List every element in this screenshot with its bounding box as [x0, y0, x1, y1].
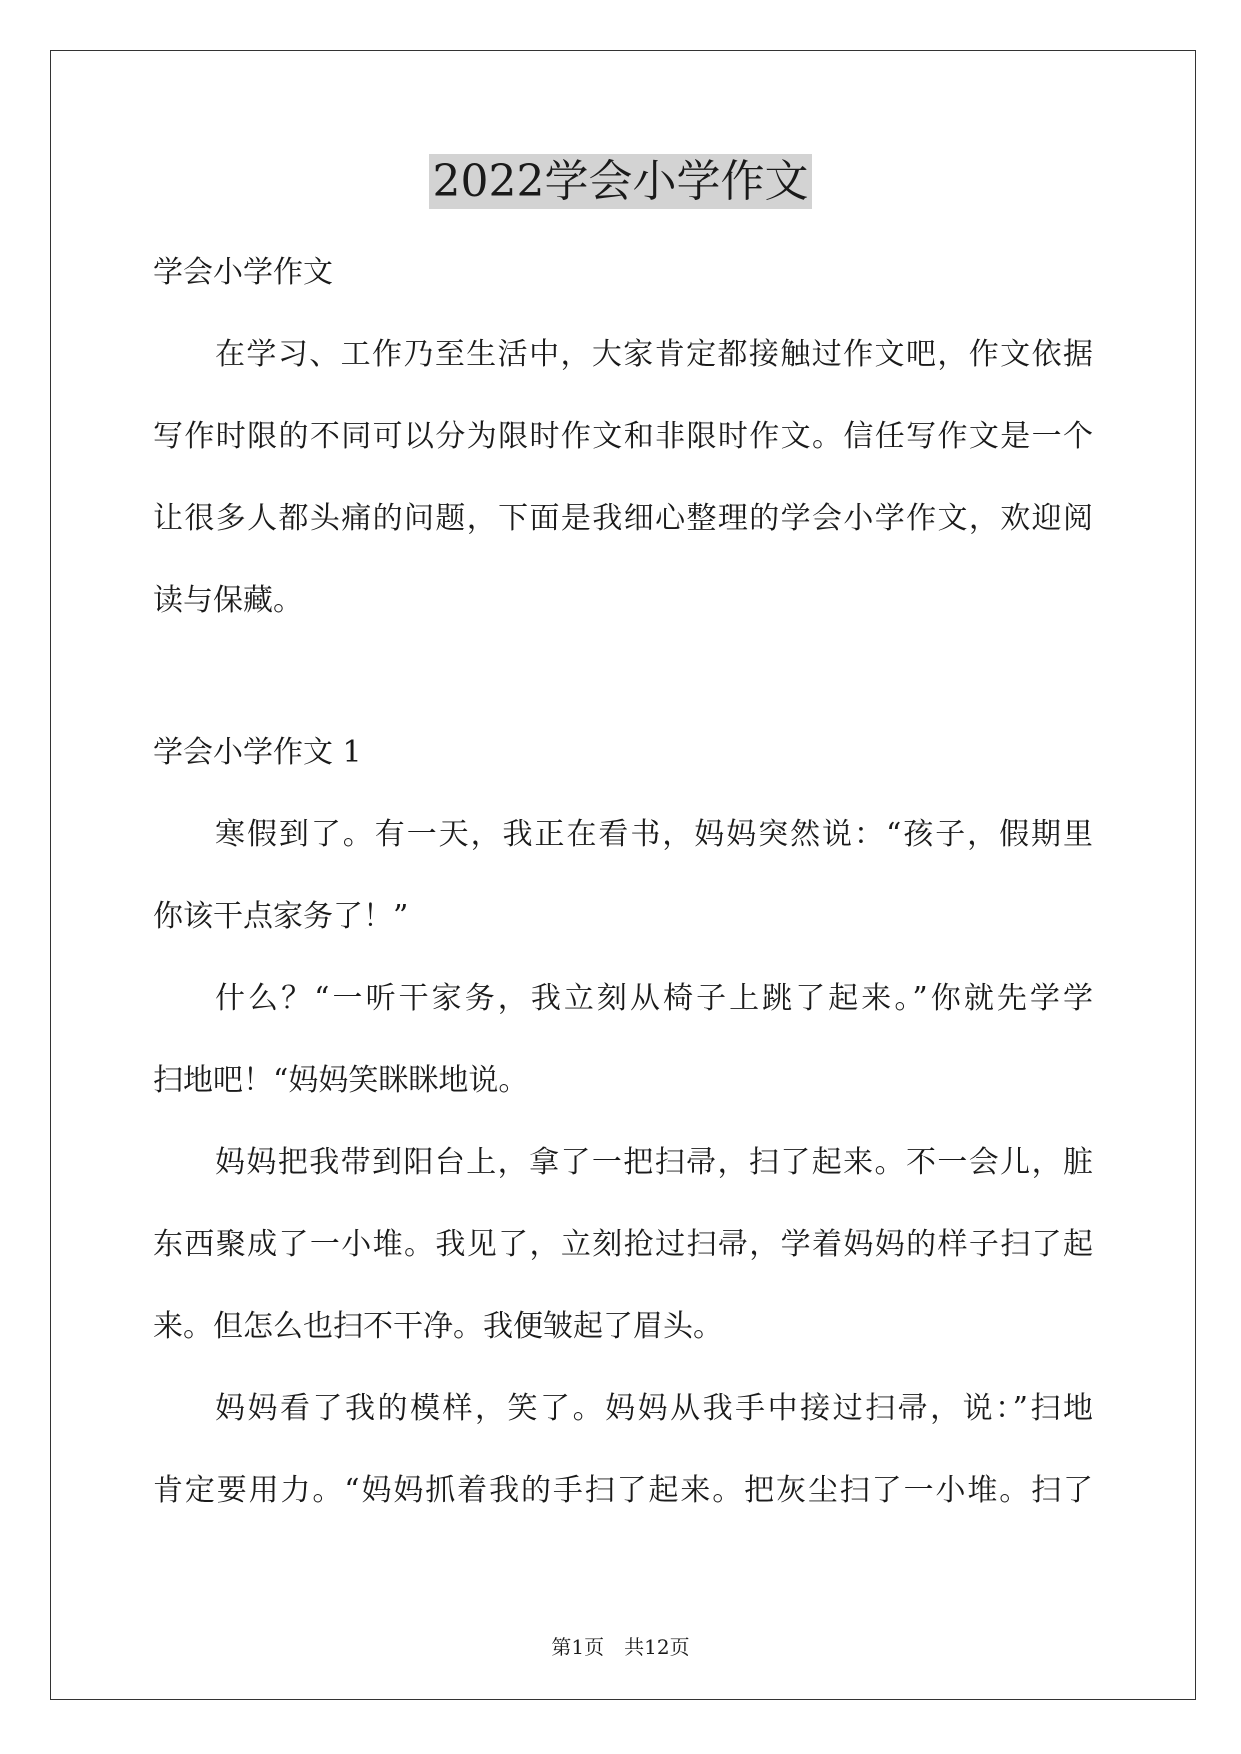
paragraph-line: 来。但怎么也扫不干净。我便皱起了眉头。	[153, 1309, 723, 1344]
paragraph-line: 扫地吧！“妈妈笑眯眯地说。	[153, 1063, 529, 1098]
paragraph-line: 什么？“一听干家务，我立刻从椅子上跳了起来。”你就先学学	[215, 981, 1093, 1016]
intro-line: 在学习、工作乃至生活中，大家肯定都接触过作文吧，作文依据	[215, 337, 1093, 372]
document-title-text: 2022学会小学作文	[429, 154, 813, 209]
intro-line: 读与保藏。	[153, 583, 303, 618]
intro-line: 让很多人都头痛的问题，下面是我细心整理的学会小学作文，欢迎阅	[153, 501, 1093, 536]
paragraph-line: 肯定要用力。“妈妈抓着我的手扫了起来。把灰尘扫了一小堆。扫了	[153, 1473, 1093, 1508]
section-heading: 学会小学作文 1	[153, 735, 362, 770]
spacer	[153, 642, 1093, 712]
page-number-footer: 第1页 共12页	[551, 1635, 690, 1659]
document-title	[0, 152, 1241, 212]
subtitle: 学会小学作文	[153, 255, 333, 290]
paragraph	[153, 958, 1093, 1122]
paragraph-line: 你该干点家务了！”	[153, 899, 409, 934]
intro-paragraph	[153, 314, 1093, 642]
paragraph-line: 东西聚成了一小堆。我见了，立刻抢过扫帚，学着妈妈的样子扫了起	[153, 1227, 1093, 1262]
paragraph	[153, 1122, 1093, 1368]
paragraph-line: 寒假到了。有一天，我正在看书，妈妈突然说：“孩子，假期里	[215, 817, 1093, 852]
paragraph-line: 妈妈把我带到阳台上，拿了一把扫帚，扫了起来。不一会儿，脏	[215, 1145, 1093, 1180]
paragraph	[153, 794, 1093, 958]
intro-line: 写作时限的不同可以分为限时作文和非限时作文。信任写作文是一个	[153, 419, 1093, 454]
paragraph-line: 妈妈看了我的模样，笑了。妈妈从我手中接过扫帚，说：”扫地	[215, 1391, 1093, 1426]
paragraph	[153, 1368, 1093, 1532]
document-body	[153, 232, 1093, 1532]
